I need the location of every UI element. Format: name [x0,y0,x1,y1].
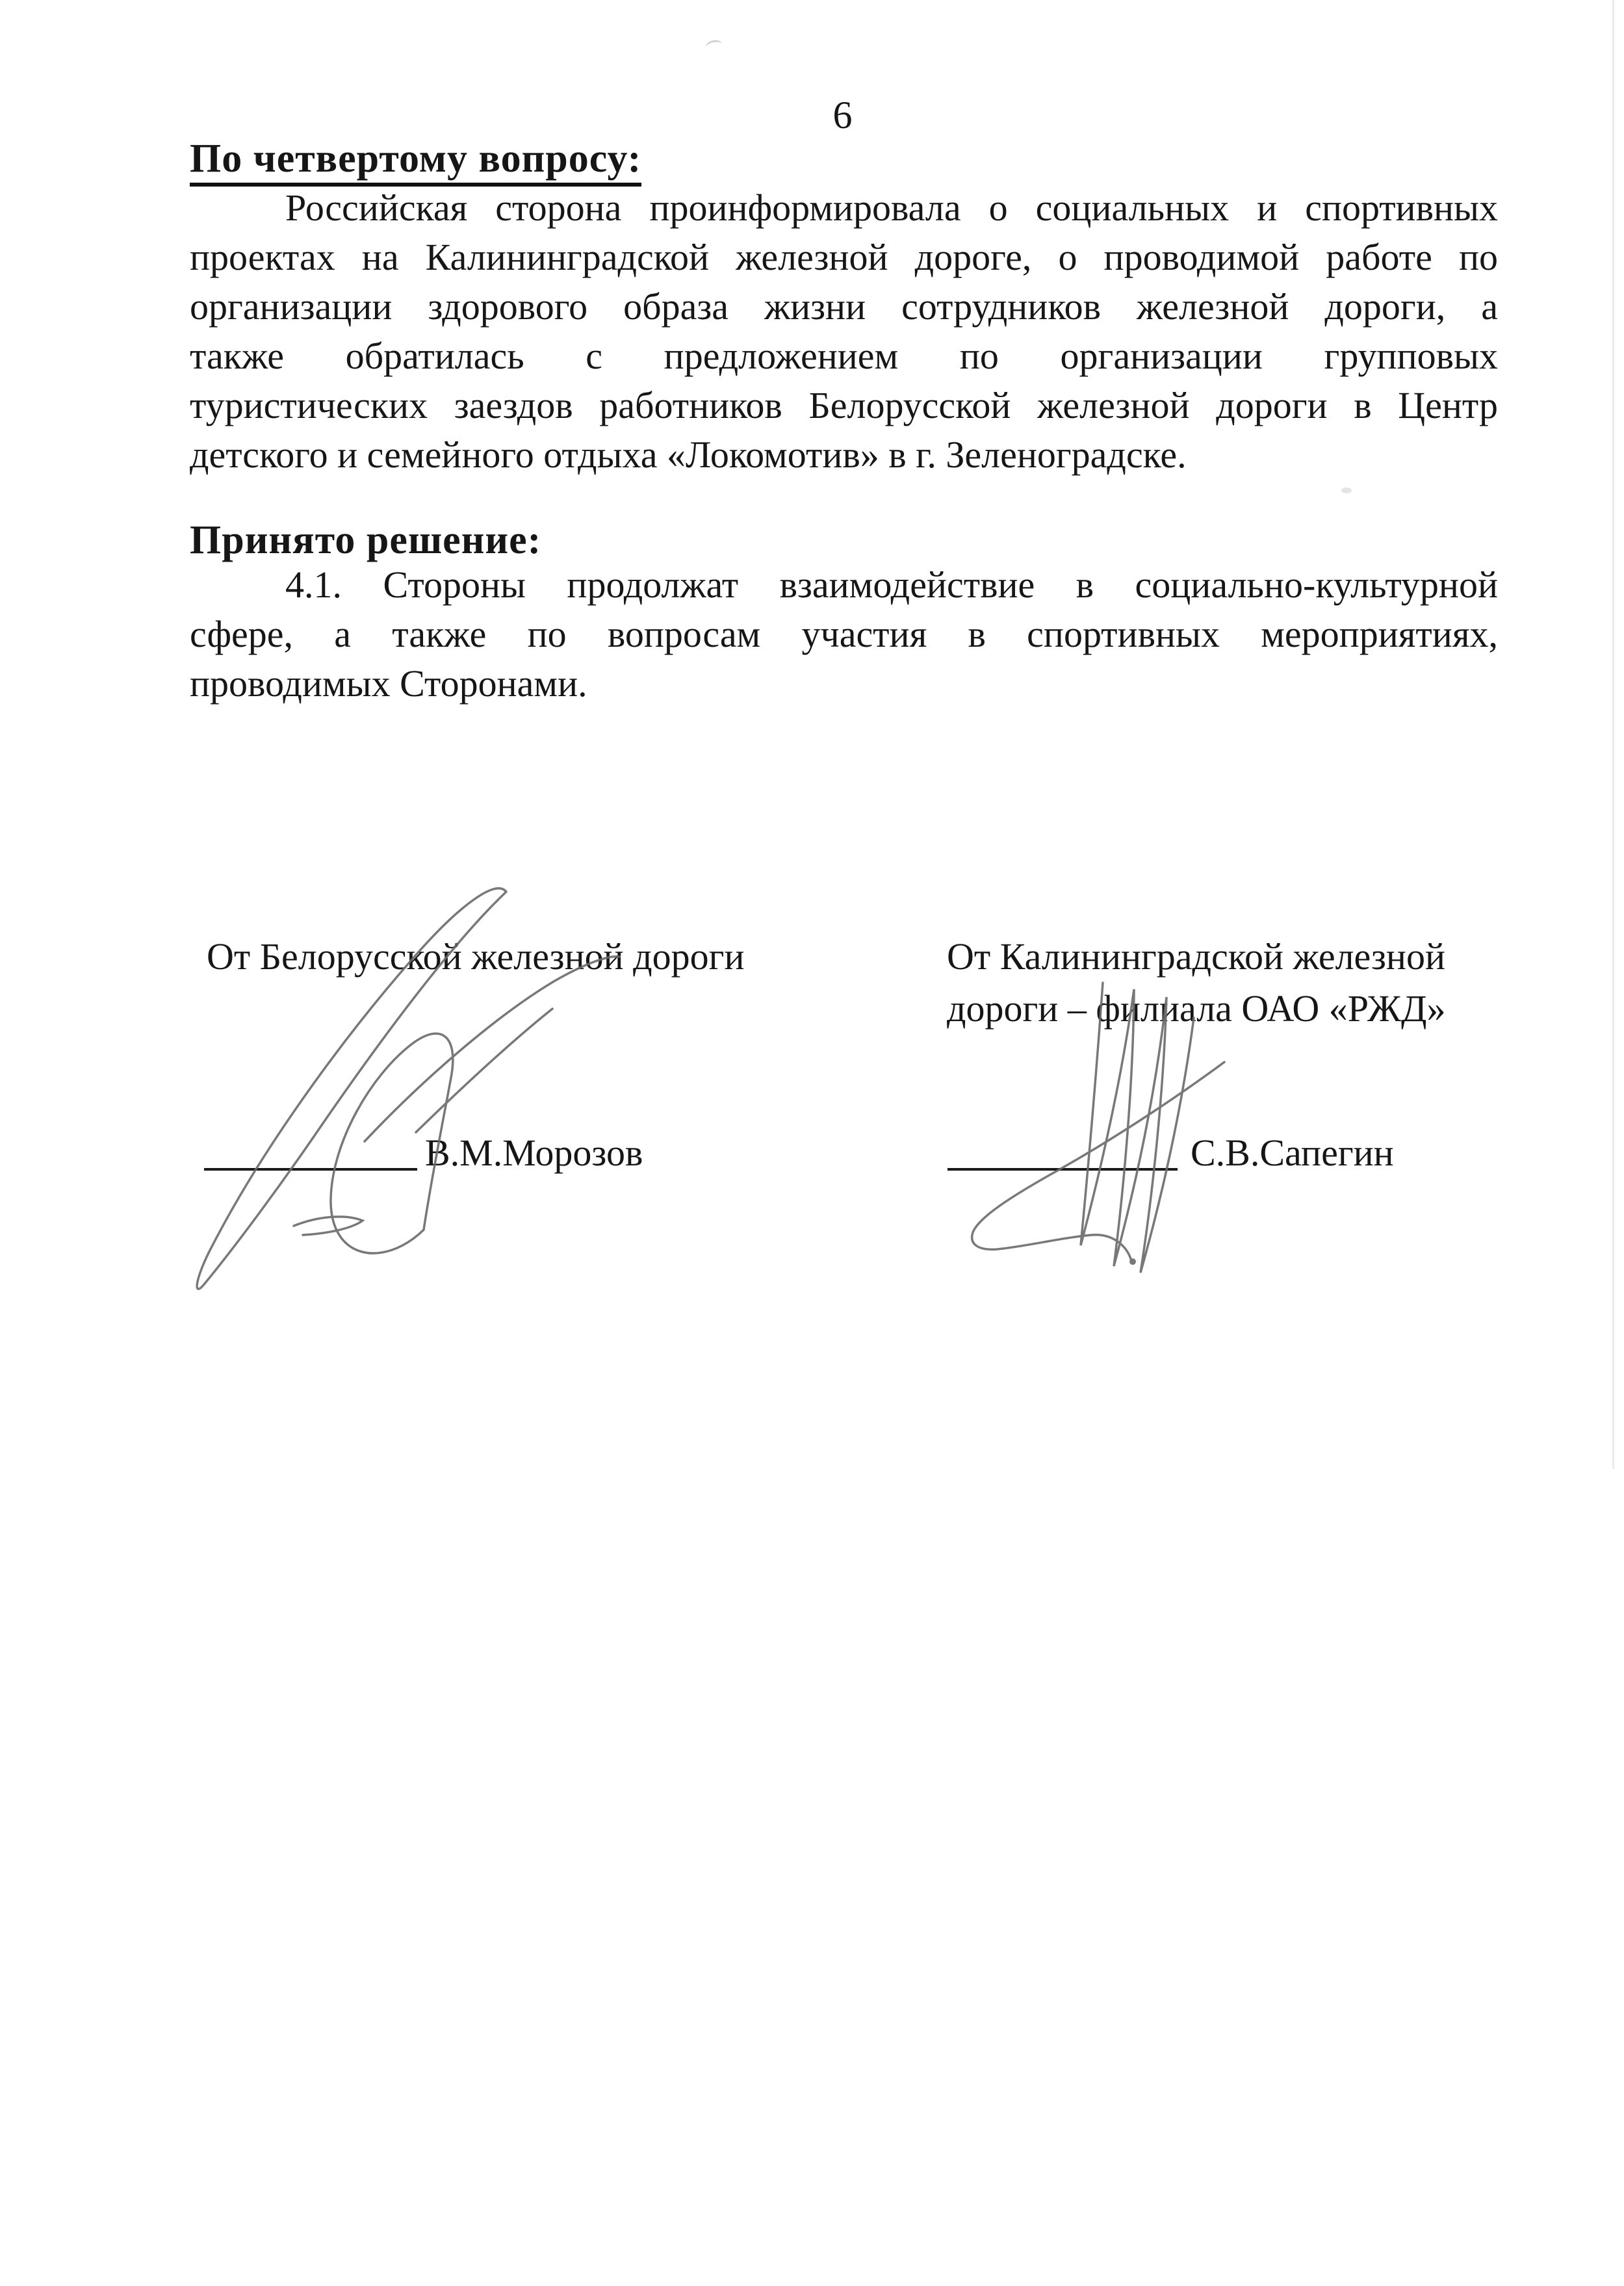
page-number: 6 [832,94,853,136]
paragraph-line: проектах на Калининградской железной дороге, о проводимой работе по [190,236,1498,278]
scan-speck [1341,487,1352,493]
paragraph-line: организации здорового образа жизни сотрудников железной дороги, а [190,285,1498,328]
decision-heading: Принято решение: [190,518,542,562]
paragraph-line: сфере, а также по вопросам участия в спортивных мероприятиях, [190,613,1498,655]
paragraph-line: проводимых Сторонами. [190,662,587,705]
paragraph-line: 4.1. Стороны продолжат взаимодействие в социально-культурной [285,564,1498,606]
paragraph-2 [190,560,1498,708]
scan-edge-artifact [1612,0,1614,1469]
signature-stroke [365,957,619,1141]
signature-stroke [416,1009,552,1132]
scan-speck [705,39,724,53]
signature-stroke [972,1062,1224,1261]
signatory-org-right-line1: От Калининградской железной [947,935,1445,978]
paragraph-line: детского и семейного отдыха «Локомотив» в г. Зеленоградске. [190,434,1187,476]
signatory-name-right: С.В.Сапегин [1191,1132,1394,1174]
signatory-org-right [947,931,1584,1035]
signature-line-left [204,1168,417,1171]
section-heading: По четвертому вопросу: [190,136,641,187]
signatory-org-left: От Белорусской железной дороги [207,935,745,978]
signature-stroke [294,1217,363,1235]
paragraph-1 [190,183,1498,480]
paragraph-line: туристических заездов работников Белорусской железной дороги в Центр [190,384,1498,426]
signatory-org-right-line2: дороги – филиала ОАО «РЖД» [947,987,1446,1030]
signature-ink-dot [1129,1258,1136,1265]
signature-line-right [947,1168,1178,1171]
signatory-name-left: В.М.Морозов [425,1132,643,1174]
paragraph-line: также обратилась с предложением по организации групповых [190,335,1498,377]
paragraph-line: Российская сторона проинформировала о социальных и спортивных [285,187,1498,229]
